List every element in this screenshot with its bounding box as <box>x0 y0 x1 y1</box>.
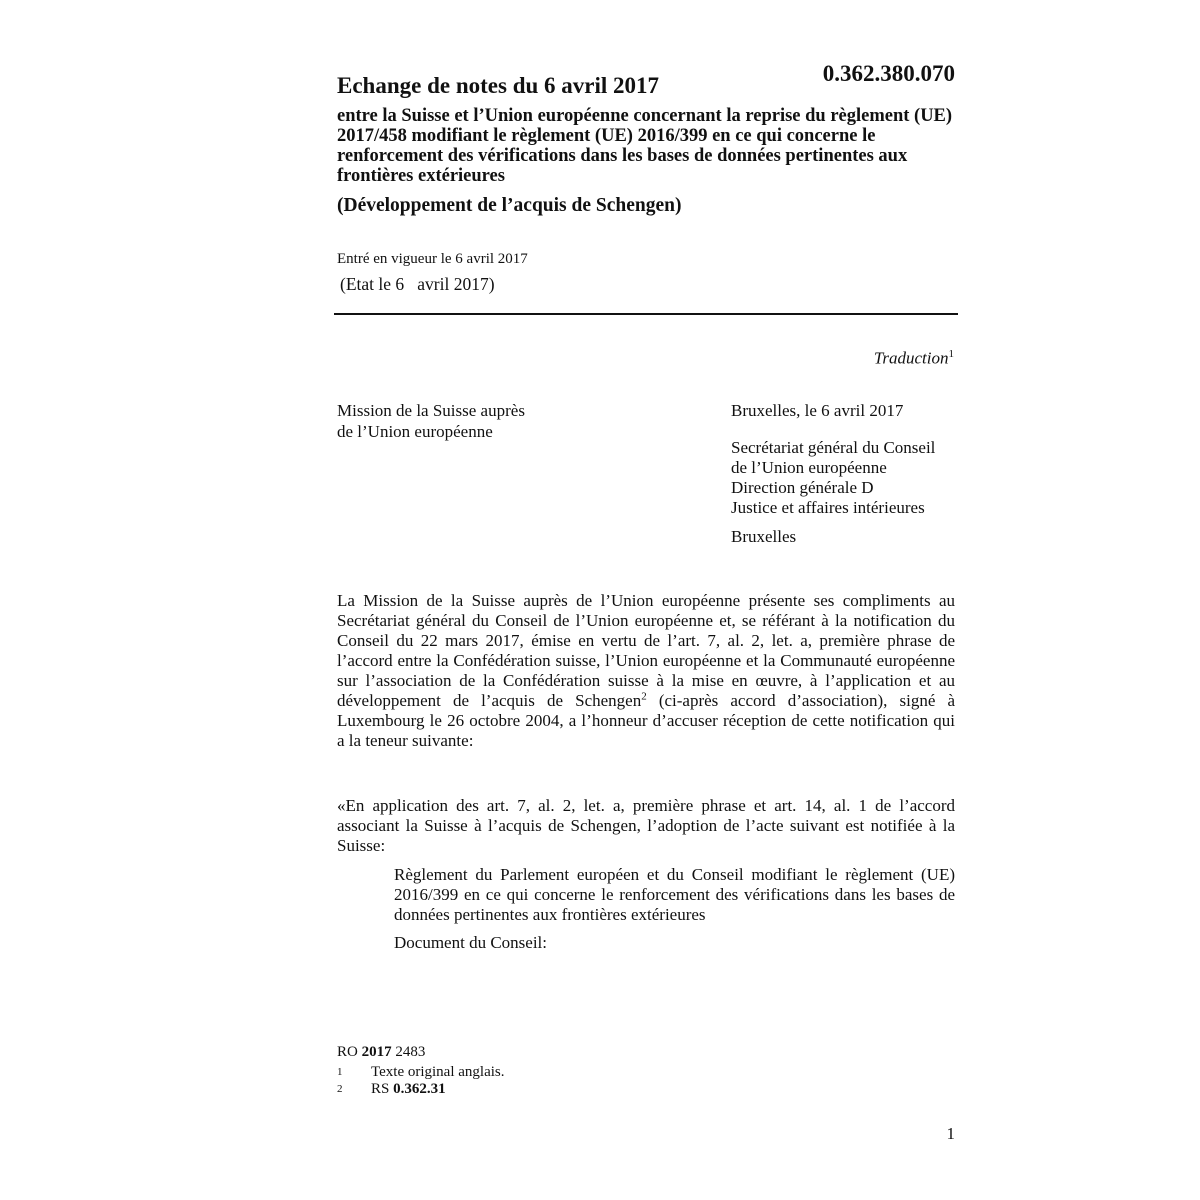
recipient-city: Bruxelles <box>731 527 797 546</box>
schengen-development-note: (Développement de l’acquis de Schengen) <box>337 195 682 216</box>
footnote-2 <box>337 1081 446 1098</box>
header-divider <box>334 313 958 315</box>
document-number: 0.362.380.070 <box>822 61 955 86</box>
ro-prefix: RO <box>337 1044 358 1060</box>
letter-city-date: Bruxelles, le 6 avril 2017 <box>731 401 904 420</box>
footnote-number: 2 <box>337 1083 343 1095</box>
document-title: Echange de notes du 6 avril 2017 <box>337 73 660 98</box>
recipient-line: Justice et affaires intérieures <box>731 498 925 517</box>
ro-page: 2483 <box>395 1044 426 1060</box>
p1-text-start: La Mission de la Suisse auprès de l’Union européenne présente ses compliments au Secrétariat général du Conseil de l’Union européenne et, se référant à la notification du Conseil du 22 mars 2017, émise en vertu de l’art. 7, al. 2, let. a, première phrase de l’accord entre la Confédération suisse, l’Union européenne et la Communauté européenne sur l’association de la Confédération suisse à la mise en œuvre, à l’application et au développement de l’acquis de Schengen <box>337 591 955 710</box>
official-compilation-ref <box>337 1043 425 1061</box>
document-subtitle: entre la Suisse et l’Union européenne concernant la reprise du règlement (UE) 2017/458 modifiant le règlement (UE) 2016/399 en ce qui concerne le renforcement des vérifications dans les bases de données pertinentes aux frontières extérieures <box>337 106 953 186</box>
recipient-line: Secrétariat général du Conseil <box>731 438 936 457</box>
letter-recipient <box>731 438 971 518</box>
ro-year: 2017 <box>361 1044 392 1060</box>
recipient-line: de l’Union européenne <box>731 458 887 477</box>
footnote-ref-2[interactable]: 2 <box>641 690 647 703</box>
footnote-1 <box>337 1064 505 1081</box>
regulation-title: Règlement du Parlement européen et du Conseil modifiant le règlement (UE) 2016/399 en ce qui concerne le renforcement des vérifications dans les bases de données pertinentes aux frontières extérieures <box>394 865 955 924</box>
footnote-text: Texte original anglais. <box>371 1064 505 1080</box>
translation-label <box>874 344 954 369</box>
footnote-prefix: RS <box>371 1081 390 1097</box>
body-paragraph-2: «En application des art. 7, al. 2, let. a, première phrase et art. 14, al. 1 de l’accord associant la Suisse à l’acquis de Schengen, l’adoption de l’acte suivant est notifiée à la Suisse: <box>337 796 955 855</box>
footnote-ref-1[interactable]: 1 <box>948 348 954 360</box>
recipient-line: Direction générale D <box>731 478 874 497</box>
sender-line: de l’Union européenne <box>337 422 493 441</box>
entry-into-force: Entré en vigueur le 6 avril 2017 <box>337 251 528 267</box>
page-number: 1 <box>946 1124 955 1143</box>
translation-text: Traduction <box>873 348 949 368</box>
letter-sender <box>337 400 597 442</box>
p1-text-end: (ci-après accord d’association), signé à Luxembourg le 26 octobre 2004, a l’honneur d’accuser réception de cette notification qui a la teneur suivante: <box>337 691 955 750</box>
sender-line: Mission de la Suisse auprès <box>337 401 525 420</box>
footnote-ref-link[interactable]: 0.362.31 <box>393 1081 446 1097</box>
body-paragraph-1 <box>337 591 955 751</box>
footnote-number: 1 <box>337 1066 343 1078</box>
state-date: (Etat le 6 avril 2017) <box>340 274 495 294</box>
council-document-label: Document du Conseil: <box>394 933 547 952</box>
